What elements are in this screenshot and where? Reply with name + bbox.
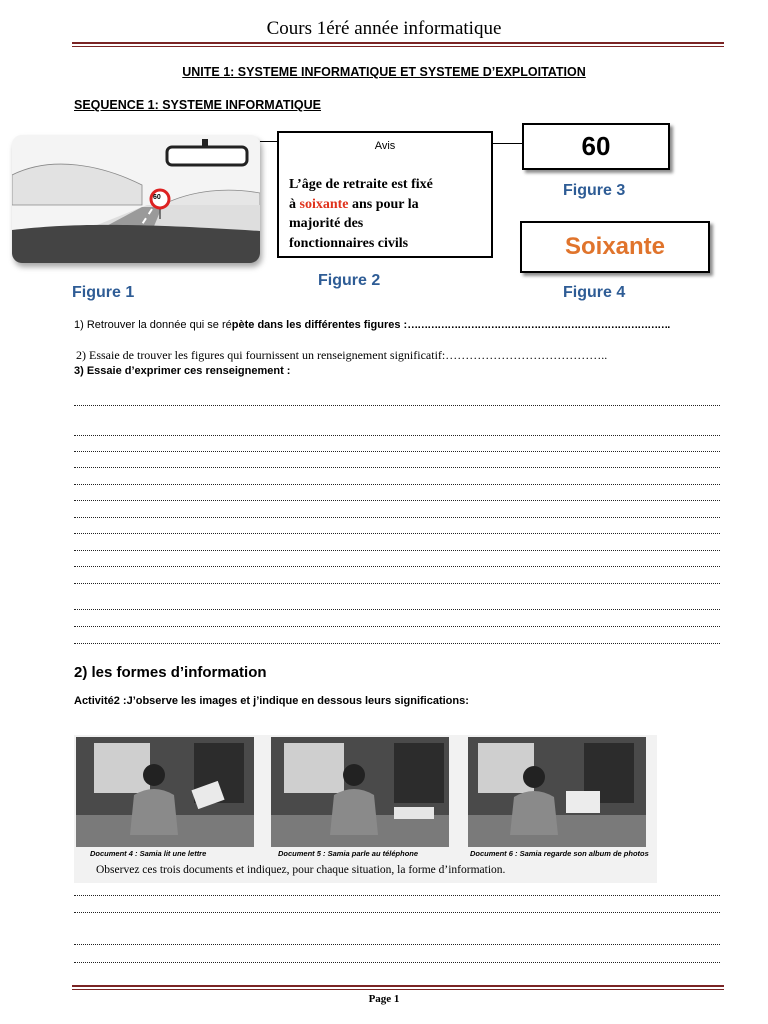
answer-line[interactable] <box>74 643 720 644</box>
notice-line-2-pre: à <box>289 196 300 212</box>
connector-fig1-fig2 <box>260 141 277 142</box>
activity-2-instruction: Activité2 :J’observe les images et j’indique en dessous leurs significations: <box>74 695 469 707</box>
answer-line[interactable] <box>74 944 720 945</box>
figure-2-notice-box <box>277 131 493 258</box>
section-2-heading: 2) les formes d’information <box>74 664 267 681</box>
answer-line[interactable] <box>74 583 720 584</box>
figure-3-label: Figure 3 <box>563 182 626 199</box>
figure-4-word-box: Soixante <box>520 221 710 273</box>
unit-heading: UNITE 1: SYSTEME INFORMATIQUE ET SYSTEME D’EXPLOITATION <box>182 65 586 79</box>
answer-line[interactable] <box>74 962 720 963</box>
answer-line[interactable] <box>74 500 720 501</box>
answer-line[interactable] <box>74 912 720 913</box>
page-number: Page 1 <box>368 993 400 1005</box>
question-2 <box>76 348 607 363</box>
speed-sign-text: 60 <box>153 194 161 201</box>
answer-line[interactable] <box>74 517 720 518</box>
answer-line[interactable] <box>74 550 720 551</box>
answer-line[interactable] <box>74 435 720 436</box>
answer-line[interactable] <box>74 484 720 485</box>
figure-3-number-box: 60 <box>522 123 670 170</box>
answer-line[interactable] <box>74 895 720 896</box>
figure-1-label: Figure 1 <box>72 284 135 301</box>
notice-line-3: majorité des <box>289 216 364 231</box>
figure-2-label: Figure 2 <box>318 272 381 289</box>
question-3 <box>74 365 290 377</box>
question-2-dots: :………………………………….. <box>441 348 608 362</box>
connector-fig2-fig3 <box>493 143 522 144</box>
photos-illustration <box>74 735 657 883</box>
footer-rule-thin <box>72 989 724 990</box>
footer-rule <box>72 985 724 987</box>
notice-title: Avis <box>374 140 396 152</box>
figure-4-label: Figure 4 <box>563 284 626 301</box>
photos-instruction: Observez ces trois documents et indiquez, pour chaque situation, la forme d’information. <box>96 864 506 876</box>
answer-line[interactable] <box>74 451 720 452</box>
notice-line-2-post: ans pour la <box>348 196 419 212</box>
answer-line[interactable] <box>74 405 720 406</box>
answer-line[interactable] <box>74 533 720 534</box>
notice-text <box>289 175 489 253</box>
three-photos-image <box>74 735 657 883</box>
road-illustration <box>12 135 260 263</box>
header-rule <box>72 42 724 44</box>
sequence-heading: SEQUENCE 1: SYSTEME INFORMATIQUE <box>74 98 322 112</box>
answer-line[interactable] <box>74 626 720 627</box>
header-rule-thin <box>72 46 724 47</box>
photo-caption-doc6: Document 6 : Samia regarde son album de photos <box>470 849 649 858</box>
notice-highlight-word: soixante <box>299 196 349 212</box>
question-1-dots: ……………………………………………………………………. <box>407 319 670 331</box>
question-2-part-b: qui fournissent un renseignement significatif <box>227 348 442 362</box>
answer-line[interactable] <box>74 566 720 567</box>
notice-line-2 <box>289 195 489 215</box>
answer-line[interactable] <box>74 467 720 468</box>
question-3-part-b: nement : <box>244 365 291 377</box>
question-1 <box>74 319 669 331</box>
photo-caption-doc4: Document 4 : Samia lit une lettre <box>90 849 207 858</box>
question-1-part-a: 1) Retrouver la donnée qui se ré <box>74 319 232 331</box>
figure-1-road-image <box>12 135 260 263</box>
question-2-part-a: 2) Essaie de trouver les figures <box>76 348 225 362</box>
question-1-part-b: pète dans les différentes figures : <box>231 319 408 331</box>
question-3-part-a: 3) Essaie d’exprimer ces renseig <box>74 365 245 377</box>
photo-caption-doc5: Document 5 : Samia parle au téléphone <box>278 849 419 858</box>
document-title: Cours 1éré année informatique <box>266 18 502 39</box>
answer-line[interactable] <box>74 609 720 610</box>
notice-line-1: L’âge de retraite est fixé <box>289 177 433 192</box>
notice-line-4: fonctionnaires civils <box>289 235 409 251</box>
